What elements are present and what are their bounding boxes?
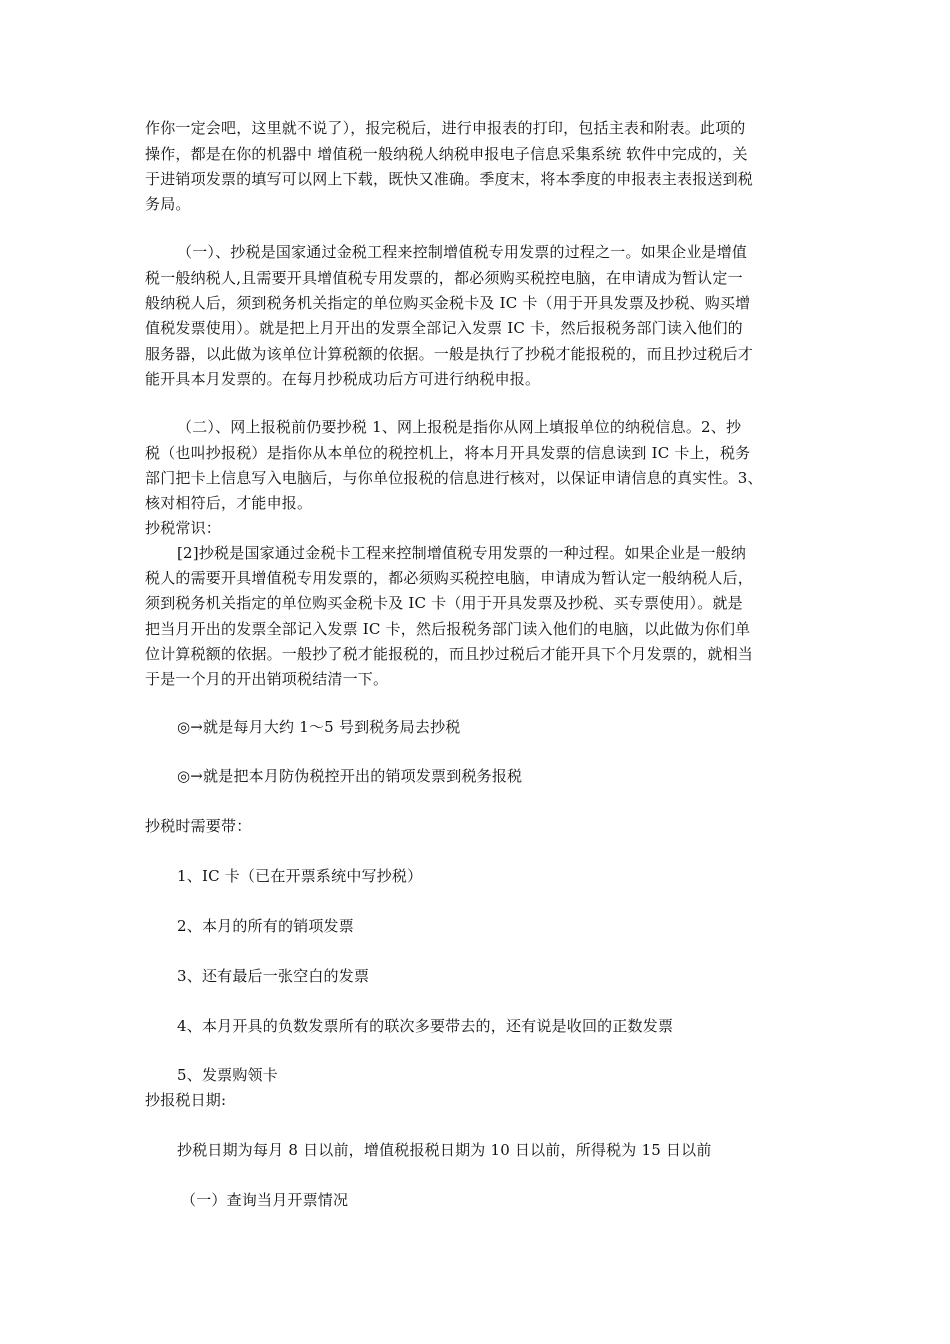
intro-line-2: 操作，都是在你的机器中 增值税一般纳税人纳税申报电子信息采集系统 软件中完成的，关 bbox=[145, 145, 748, 163]
para-one-line-6: 能开具本月发票的。在每月抄税成功后方可进行纳税申报。 bbox=[145, 370, 541, 388]
bullet-item-2: ◎→就是把本月防伪税控开出的销项发票到税务报税 bbox=[177, 767, 523, 785]
para-two-line-3: 部门把卡上信息写入电脑后，与你单位报税的信息进行核对，以保证申请信息的真实性。3、 bbox=[145, 469, 763, 487]
common-line-1: [2]抄税是国家通过金税卡工程来控制增值税专用发票的一种过程。如果企业是一般纳 bbox=[177, 544, 747, 562]
para-two-line-4: 核对相符后，才能申报。 bbox=[145, 494, 313, 512]
intro-line-3: 于进销项发票的填写可以网上下载，既快又准确。季度末，将本季度的申报表主表报送到税 bbox=[145, 170, 754, 188]
intro-line-1: 作你一定会吧，这里就不说了），报完税后，进行申报表的打印，包括主表和附表。此项的 bbox=[145, 119, 746, 137]
date-text: 抄税日期为每月 8 日以前，增值税报税日期为 10 日以前，所得税为 15 日以前 bbox=[177, 1141, 712, 1159]
para-one-line-3: 般纳税人后，须到税务机关指定的单位购买金税卡及 IC 卡（用于开具发票及抄税、购买增 bbox=[145, 294, 751, 312]
heading-date: 抄报税日期: bbox=[145, 1091, 227, 1109]
para-one-line-4: 值税发票使用）。就是把上月开出的发票全部记入发票 IC 卡，然后报税务部门读入他们的 bbox=[145, 319, 743, 337]
common-line-3: 须到税务机关指定的单位购买金税卡及 IC 卡（用于开具发票及抄税、买专票使用）。就是 bbox=[145, 594, 743, 612]
query-heading: （一）查询当月开票情况 bbox=[181, 1191, 349, 1209]
para-two-line-2: 税（也叫抄报税）是指你从本单位的税控机上，将本月开具发票的信息读到 IC 卡上，税务 bbox=[145, 444, 751, 462]
heading-bring: 抄税时需要带： bbox=[145, 817, 252, 835]
bring-item-1: 1、IC 卡（已在开票系统中写抄税） bbox=[177, 867, 423, 885]
para-one-line-1: （一）、抄税是国家通过金税工程来控制增值税专用发票的过程之一。如果企业是增值 bbox=[177, 243, 748, 261]
common-line-2: 税人的需要开具增值税专用发票的，都必须购买税控电脑，申请成为暂认定一般纳税人后， bbox=[145, 569, 754, 587]
common-line-4: 把当月开出的发票全部记入发票 IC 卡，然后报税务部门读入他们的电脑，以此做为你们单 bbox=[145, 620, 751, 638]
common-line-6: 于是一个月的开出销项税结清一下。 bbox=[145, 670, 389, 688]
para-one-line-2: 税一般纳税人,且需要开具增值税专用发票的，都必须购买税控电脑，在申请成为暂认定一 bbox=[145, 269, 743, 287]
bring-item-4: 4、本月开具的负数发票所有的联次多要带去的，还有说是收回的正数发票 bbox=[177, 1017, 674, 1035]
heading-common: 抄税常识： bbox=[145, 519, 222, 537]
intro-line-4: 务局。 bbox=[145, 195, 191, 213]
bring-item-3: 3、还有最后一张空白的发票 bbox=[177, 967, 370, 985]
para-one-line-5: 服务器，以此做为该单位计算税额的依据。一般是执行了抄税才能报税的，而且抄过税后才 bbox=[145, 345, 754, 363]
common-line-5: 位计算税额的依据。一般抄了税才能报税的，而且抄过税后才能开具下个月发票的，就相当 bbox=[145, 645, 754, 663]
bring-item-5: 5、发票购领卡 bbox=[177, 1066, 278, 1084]
bring-item-2: 2、本月的所有的销项发票 bbox=[177, 917, 354, 935]
bullet-item-1: ◎→就是每月大约 1～5 号到税务局去抄税 bbox=[177, 718, 461, 736]
para-two-line-1: （二）、网上报税前仍要抄税 1、网上报税是指你从网上填报单位的纳税信息。2、抄 bbox=[177, 418, 742, 436]
